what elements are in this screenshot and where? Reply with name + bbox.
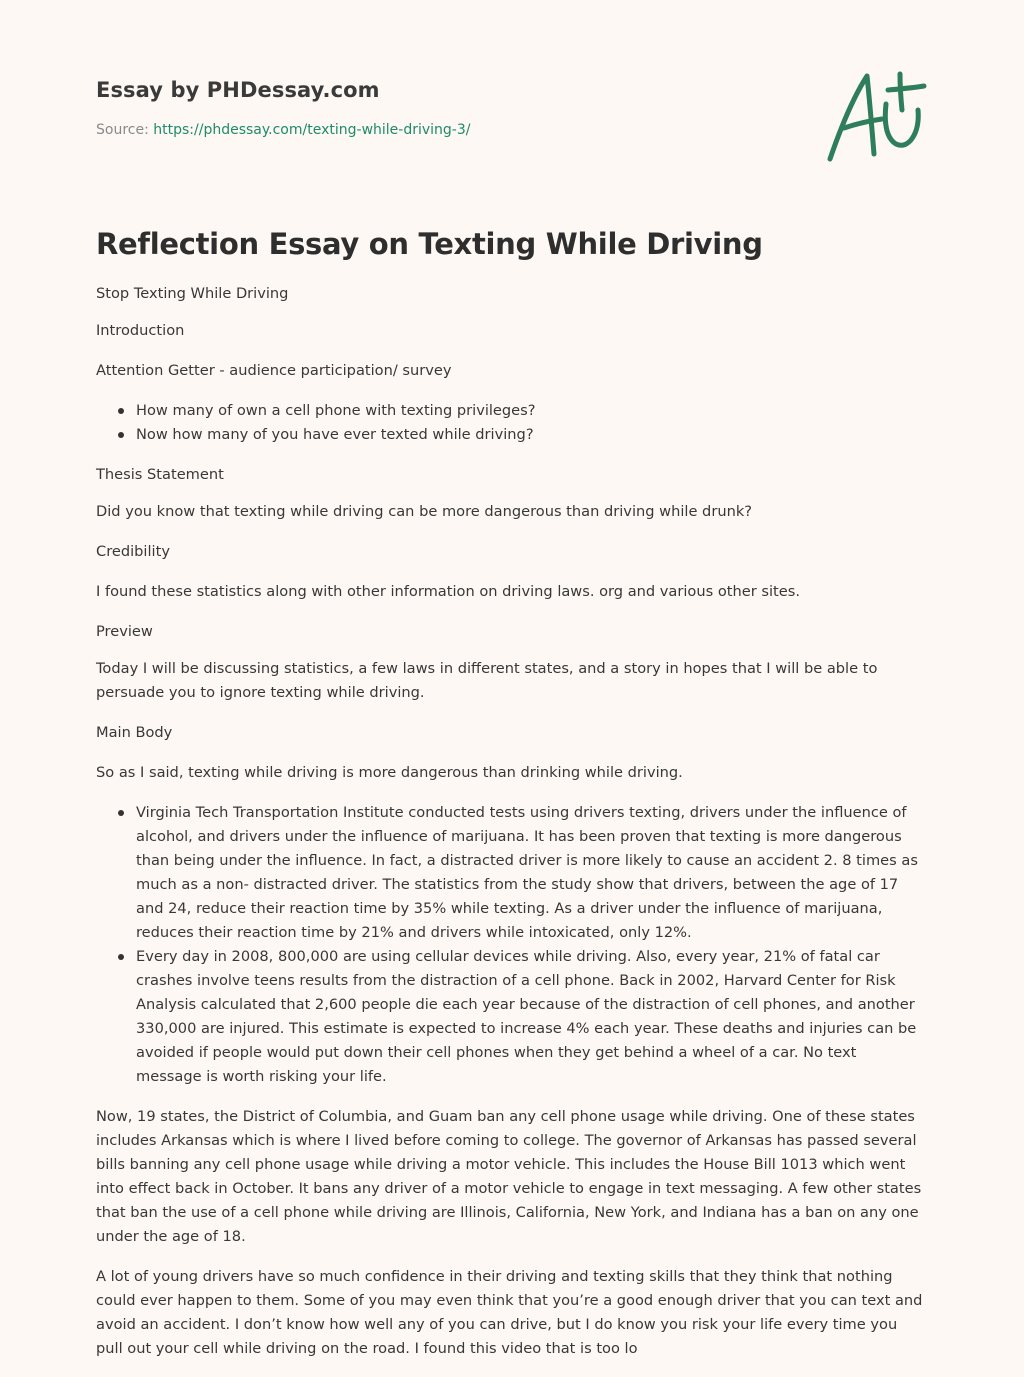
list-item: Now how many of you have ever texted while driving? [136, 423, 926, 447]
essay-subtitle: Stop Texting While Driving [96, 285, 289, 302]
source-line [96, 120, 916, 140]
source-link[interactable]: https://phdessay.com/texting-while-driving-3/ [153, 122, 471, 138]
list-item: Virginia Tech Transportation Institute conducted tests using drivers texting, drivers under the influence of alcohol, and drivers under the influence of marijuana. It has been proven that texting is more dangerous than being under the influence. In fact, a distracted driver is more likely to cause an accident 2. 8 times as much as a non- distracted driver. The statistics from the study show that drivers, between the age of 17 and 24, reduce their reaction time by 35% while texting. As a driver under the influence of marijuana, reduces their reaction time by 21% and drivers while intoxicated, only 12%. [136, 801, 926, 945]
section-heading-introduction: Introduction [96, 322, 185, 339]
a-plus-logo-icon [820, 64, 930, 168]
section-heading-thesis: Thesis Statement [96, 466, 224, 483]
preview-paragraph: Today I will be discussing statistics, a few laws in different states, and a story in hopes that I will be able to persuade you to ignore texting while driving. [96, 660, 878, 701]
section-heading-main-body: Main Body [96, 724, 173, 741]
thesis-paragraph: Did you know that texting while driving can be more dangerous than driving while drunk? [96, 503, 753, 520]
section-heading-credibility: Credibility [96, 543, 170, 560]
laws-paragraph: Now, 19 states, the District of Columbia, and Guam ban any cell phone usage while driving. One of these states includes Arkansas which is where I lived before coming to college. The governor of Arkansas has passed several bills banning any cell phone usage while driving a motor vehicle. This includes the House Bill 1013 which went into effect back in October. It bans any driver of a motor vehicle to engage in text messaging. A few other states that ban the use of a cell phone while driving are Illinois, California, New York, and Indiana has a ban on any one under the age of 18. [96, 1108, 922, 1245]
document-header [96, 76, 916, 140]
essay-title: Reflection Essay on Texting While Driving [96, 227, 763, 261]
attention-getter: Attention Getter - audience participation/ survey [96, 362, 452, 379]
main-body-intro: So as I said, texting while driving is more dangerous than drinking while driving. [96, 764, 683, 781]
main-body-list [96, 801, 926, 1089]
young-drivers-paragraph: A lot of young drivers have so much confidence in their driving and texting skills that they think that nothing could ever happen to them. Some of you may even think that you’re a good enough driver that you can text and avoid an accident. I don’t know how well any of you can drive, but I do know you risk your life every time you pull out your cell while driving on the road. I found this video that is too lo [96, 1268, 923, 1357]
section-heading-preview: Preview [96, 623, 153, 640]
source-label: Source: [96, 122, 149, 138]
list-item: Every day in 2008, 800,000 are using cellular devices while driving. Also, every year, 21% of fatal car crashes involve teens results from the distraction of a cell phone. Back in 2002, Harvard Center for Risk Analysis calculated that 2,600 people die each year because of the distraction of cell phones, and another 330,000 are injured. This estimate is expected to increase 4% each year. These deaths and injuries can be avoided if people would put down their cell phones when they get behind a wheel of a car. No text message is worth risking your life. [136, 945, 926, 1089]
site-title: Essay by PHDessay.com [96, 78, 380, 102]
essay-content [96, 224, 926, 1377]
list-item: How many of own a cell phone with texting privileges? [136, 399, 926, 423]
survey-list [96, 399, 926, 447]
credibility-paragraph: I found these statistics along with other information on driving laws. org and various other sites. [96, 583, 800, 600]
